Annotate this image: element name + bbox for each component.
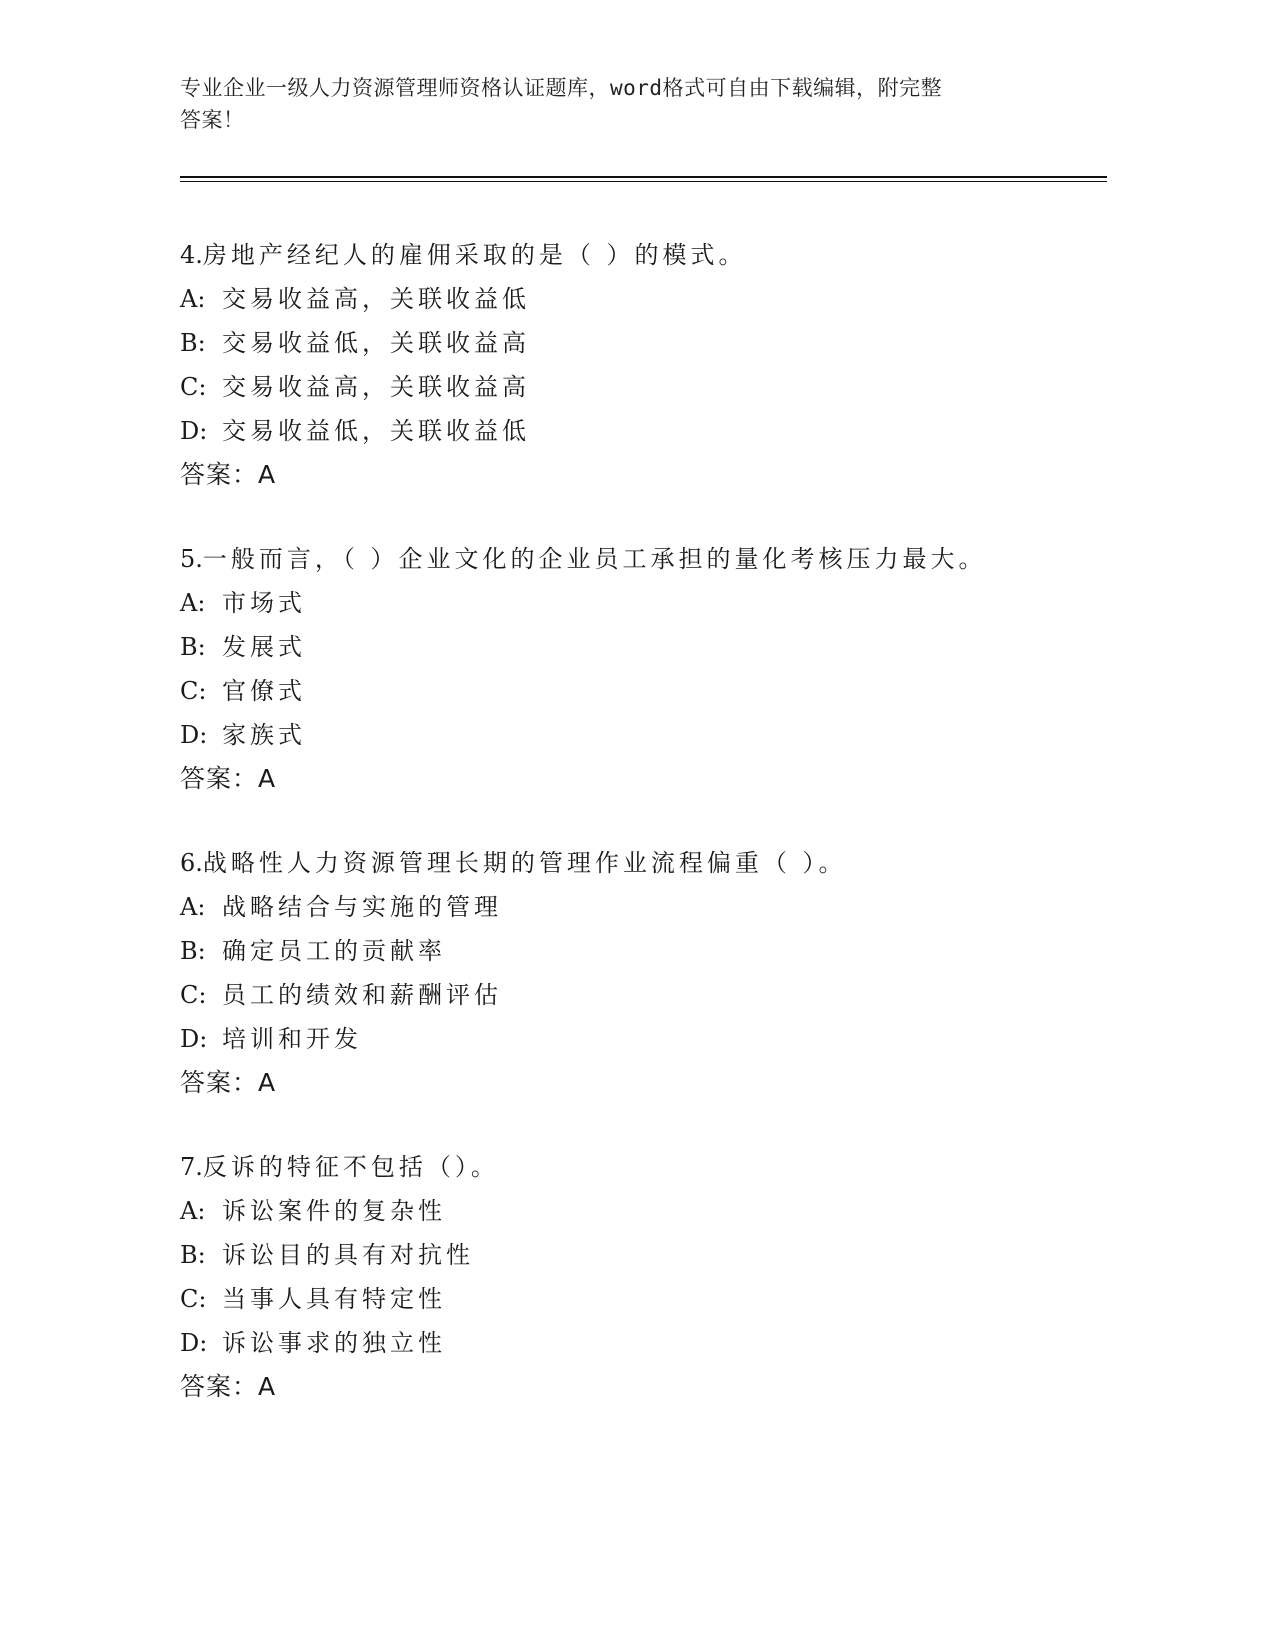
answer: 答案：A: [180, 1068, 277, 1097]
option-text: 当事人具有特定性: [222, 1285, 446, 1313]
option-text: 市场式: [222, 589, 306, 617]
header-line-1: 专业企业一级人力资源管理师资格认证题库，word格式可自由下载编辑，附完整: [180, 76, 943, 100]
option-text: 员工的绩效和薪酬评估: [222, 981, 502, 1009]
option-letter: B:: [180, 937, 206, 965]
question-list: [180, 233, 1130, 1449]
option-text: 交易收益低，关联收益高: [222, 329, 530, 357]
option-letter: C:: [180, 373, 207, 401]
question-number: 4.: [180, 241, 203, 269]
option-text: 确定员工的贡献率: [222, 937, 446, 965]
question-7: [180, 1145, 1130, 1409]
option-text: 诉讼目的具有对抗性: [222, 1241, 474, 1269]
option-letter: C:: [180, 677, 207, 705]
option-a: [180, 885, 1130, 929]
option-a: [180, 1189, 1130, 1233]
option-d: [180, 713, 1130, 757]
option-letter: A:: [180, 893, 206, 921]
header-divider-thin: [180, 181, 1107, 182]
option-text: 交易收益高，关联收益低: [222, 285, 530, 313]
option-b: [180, 1233, 1130, 1277]
option-text: 诉讼事求的独立性: [222, 1329, 446, 1357]
header-divider-thick: [180, 176, 1107, 178]
option-c: [180, 365, 1130, 409]
option-letter: D:: [180, 721, 208, 749]
option-letter: B:: [180, 1241, 206, 1269]
option-letter: C:: [180, 981, 207, 1009]
question-stem: [180, 1145, 1130, 1189]
question-text: 房地产经纪人的雇佣采取的是（ ）的模式。: [202, 241, 747, 269]
question-number: 6.: [180, 849, 203, 877]
option-b: [180, 321, 1130, 365]
question-stem: [180, 537, 1130, 581]
option-text: 家族式: [222, 721, 306, 749]
option-a: [180, 277, 1130, 321]
option-d: [180, 409, 1130, 453]
option-text: 战略结合与实施的管理: [222, 893, 502, 921]
question-stem: [180, 841, 1130, 885]
option-b: [180, 929, 1130, 973]
option-letter: D:: [180, 417, 208, 445]
option-letter: C:: [180, 1285, 207, 1313]
question-text: 战略性人力资源管理长期的管理作业流程偏重（ ）。: [202, 849, 847, 877]
answer: 答案：A: [180, 460, 277, 489]
option-letter: A:: [180, 1197, 206, 1225]
option-text: 发展式: [222, 633, 306, 661]
option-text: 交易收益低，关联收益低: [222, 417, 530, 445]
option-text: 官僚式: [222, 677, 306, 705]
option-text: 培训和开发: [222, 1025, 362, 1053]
option-text: 诉讼案件的复杂性: [222, 1197, 446, 1225]
question-number: 7.: [180, 1153, 203, 1181]
option-a: [180, 581, 1130, 625]
option-letter: D:: [180, 1025, 208, 1053]
question-text: 一般而言，（ ）企业文化的企业员工承担的量化考核压力最大。: [202, 545, 987, 573]
answer: 答案：A: [180, 764, 277, 793]
question-4: [180, 233, 1130, 497]
answer: 答案：A: [180, 1372, 277, 1401]
option-c: [180, 1277, 1130, 1321]
question-5: [180, 537, 1130, 801]
question-number: 5.: [180, 545, 203, 573]
option-letter: B:: [180, 329, 206, 357]
question-text: 反诉的特征不包括（）。: [202, 1153, 499, 1181]
option-letter: A:: [180, 285, 206, 313]
option-letter: B:: [180, 633, 206, 661]
header-line-2: 答案！: [180, 108, 245, 132]
option-d: [180, 1321, 1130, 1365]
question-stem: [180, 233, 1130, 277]
option-d: [180, 1017, 1130, 1061]
question-6: [180, 841, 1130, 1105]
option-text: 交易收益高，关联收益高: [222, 373, 530, 401]
option-b: [180, 625, 1130, 669]
option-c: [180, 669, 1130, 713]
document-header: [180, 72, 1040, 136]
option-c: [180, 973, 1130, 1017]
option-letter: A:: [180, 589, 206, 617]
option-letter: D:: [180, 1329, 208, 1357]
